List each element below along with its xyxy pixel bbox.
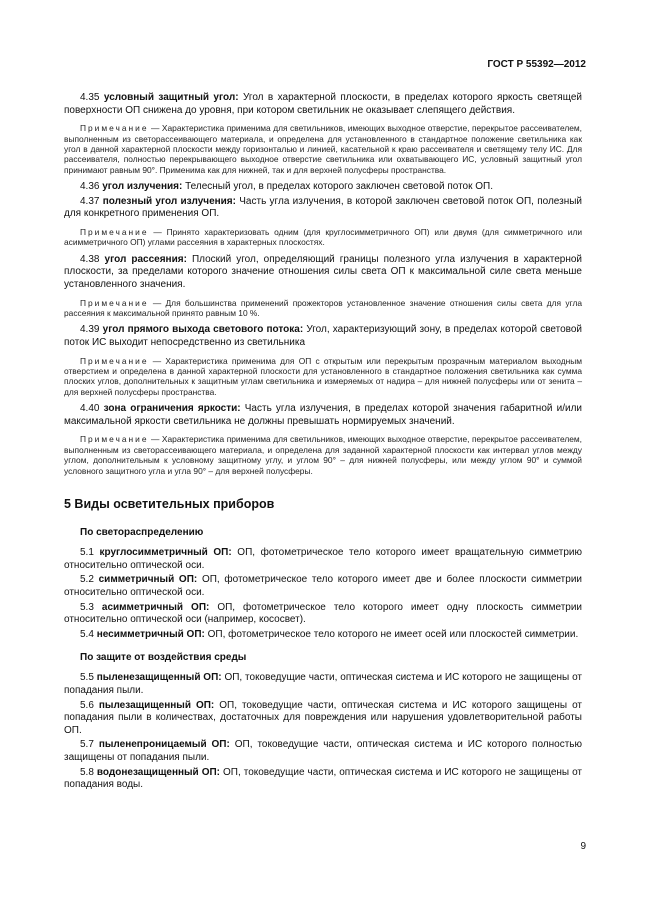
note-text: — Для большинства применений прожекторов установленное значение отношения силы света для угла рассеяния к максимальной принято равным 10 %. <box>64 297 582 318</box>
definition-5-2 <box>64 574 582 599</box>
definition-text: Часть угла излучения, в которой заключен световой поток ОП, полезный для конкретного применения ОП. <box>64 195 583 220</box>
page-content <box>64 92 582 792</box>
definition-5-8 <box>64 767 582 792</box>
term: пыленезащищенный ОП: <box>96 672 222 684</box>
subsection-heading: По защите от воздействия среды <box>80 652 247 664</box>
note-label: Примечание <box>80 434 149 445</box>
page-number: 9 <box>580 841 586 852</box>
term: полезный угол излучения: <box>102 195 236 207</box>
clause-number: 4.35 <box>80 92 100 103</box>
definition-4-36 <box>64 181 582 194</box>
clause-number: 4.36 <box>80 181 100 193</box>
definition-text: Угол в характерной плоскости, в пределах которого яркость светящей поверхности ОП снижена до уровня, при котором светильник не оказывает слепящего действия. <box>64 92 582 116</box>
clause-number: 5.1 <box>80 547 94 559</box>
definition-text: Часть угла излучения, в пределах которой значения габаритной и/или максимальной яркости светильника не должны превышать нормируемых значений. <box>64 403 582 427</box>
definition-text: ОП, фотометрическое тело которого имеет две и более плоскости симметрии относительно оптической оси. <box>64 574 582 599</box>
definition-text: ОП, фотометрическое тело которого не имеет осей или плоскостей симметрии. <box>207 628 579 640</box>
standard-designation: ГОСТ Р 55392—2012 <box>487 59 586 70</box>
term: угол прямого выхода светового потока: <box>102 324 304 336</box>
definition-5-5 <box>64 672 582 697</box>
definition-text: Плоский угол, определяющий границы полезного угла излучения в характерной плоскости, за пределами которого значение отношения силы света ОП к максимальной силе света меньше установленного значения. <box>64 253 582 290</box>
note <box>64 227 582 248</box>
note-label: Примечание <box>80 355 149 366</box>
term: зона ограничения яркости: <box>103 403 241 415</box>
clause-number: 4.37 <box>80 195 100 207</box>
term: угол излучения: <box>102 181 183 193</box>
term: несимметричный ОП: <box>96 628 205 640</box>
note-label: Примечание <box>80 227 149 237</box>
note <box>64 434 582 476</box>
definition-5-4 <box>64 629 582 642</box>
clause-number: 4.39 <box>80 324 100 336</box>
note-label: Примечание <box>80 297 149 308</box>
term: пыленепроницаемый ОП: <box>98 739 230 751</box>
clause-number: 5.6 <box>80 699 94 711</box>
definition-text: ОП, токоведущие части, оптическая система и ИС которого не защищены от попадания воды. <box>64 766 583 791</box>
definition-text: Телесный угол, в пределах которого заключен световой поток ОП. <box>185 181 494 193</box>
note-text: — Характеристика применима для ОП с открытым или перекрытым прозрачным материалом выходным отверстием и определена в данной характерной плоскости для установленного в стандартное положения светильника как сумма плоских углов, дополнительных к защитным углам светильника и измеряемых от надира – для нижней полусферы или от зенита – для верхней полусферы пространства. <box>64 355 583 397</box>
definition-5-1 <box>64 547 582 572</box>
definition-4-40 <box>64 403 582 428</box>
definition-5-7 <box>64 739 582 764</box>
definition-text: ОП, токоведущие части, оптическая система и ИС которого защищены от попадания пыли в количествах, достаточных для повреждения или нарушения удовлетворительной работы ОП. <box>64 699 582 736</box>
clause-number: 5.2 <box>80 574 94 586</box>
note <box>64 123 582 175</box>
definition-4-37 <box>64 196 582 221</box>
clause-number: 5.8 <box>80 766 94 778</box>
clause-number: 5.5 <box>80 672 94 684</box>
note-text: — Характеристика применима для светильников, имеющих выходное отверстие, перекрытое рассеивателем, выполненным из светорассеивающего материала, и определена для установленного в стандартное положение светильника как угол в данной характерной плоскости между горизонталью и линией, касательной к краю рассеивателя и светящему телу ИС. Для рассеивателя, полностью перекрывающего выходное отверстие светильника или охватывающего ИС, условный защитный угол принимают равным 90°. Применима как для нижней, так и для верхней полусферы пространства. <box>64 123 583 175</box>
definition-4-35 <box>64 92 582 117</box>
definition-4-38 <box>64 254 582 292</box>
term: круглосимметричный ОП: <box>99 547 232 559</box>
note-text: — Принято характеризовать одним (для круглосимметричного ОП) или двумя (для симметричного или асимметричного ОП) углами рассеяния в характерных плоскостях. <box>64 227 583 248</box>
definition-text: ОП, фотометрическое тело которого имеет одну плоскость симметрии относительно оптической оси (например, кососвет). <box>64 601 583 626</box>
definition-4-39 <box>64 324 582 349</box>
clause-number: 4.38 <box>80 253 100 265</box>
term: водонезащищенный ОП: <box>96 766 220 778</box>
term: симметричный ОП: <box>98 574 198 586</box>
definition-text: ОП, токоведущие части, оптическая система и ИС которого полностью защищены от попадания пыли. <box>64 739 582 763</box>
clause-number: 5.7 <box>80 739 94 751</box>
note <box>64 298 582 319</box>
note-text: — Характеристика применима для светильников, имеющих выходное отверстие, перекрытое рассеивателем, выполненным из светорассеивающего материала, и определена для заданной характерной плоскости как интервал углов между углом, дополнительным к условному защитному углу, и углом 90° – для нижней полусферы, или между углом 90° и суммой условного защитного угла и угла 90° – для верхней полусферы. <box>64 434 583 476</box>
note <box>64 356 582 398</box>
note-label: Примечание <box>80 123 149 134</box>
term: асимметричный ОП: <box>101 601 210 613</box>
definition-text: ОП, фотометрическое тело которого имеет вращательную симметрию относительно оптической оси. <box>64 547 583 571</box>
term: угол рассеяния: <box>104 253 187 265</box>
clause-number: 5.3 <box>80 601 94 613</box>
definition-text: Угол, характеризующий зону, в пределах которой световой поток ИС выходит непосредственно из светильника <box>64 324 583 348</box>
subsection-heading: По светораспределению <box>80 527 204 539</box>
term: пылезащищенный ОП: <box>98 699 215 711</box>
definition-text: ОП, токоведущие части, оптическая система и ИС которого не защищены от попадания пыли. <box>64 672 582 697</box>
section-heading: 5 Виды осветительных приборов <box>64 497 275 512</box>
definition-5-6 <box>64 700 582 738</box>
term: условный защитный угол: <box>103 92 239 103</box>
clause-number: 5.4 <box>80 628 94 640</box>
clause-number: 4.40 <box>80 403 100 415</box>
definition-5-3 <box>64 602 582 627</box>
